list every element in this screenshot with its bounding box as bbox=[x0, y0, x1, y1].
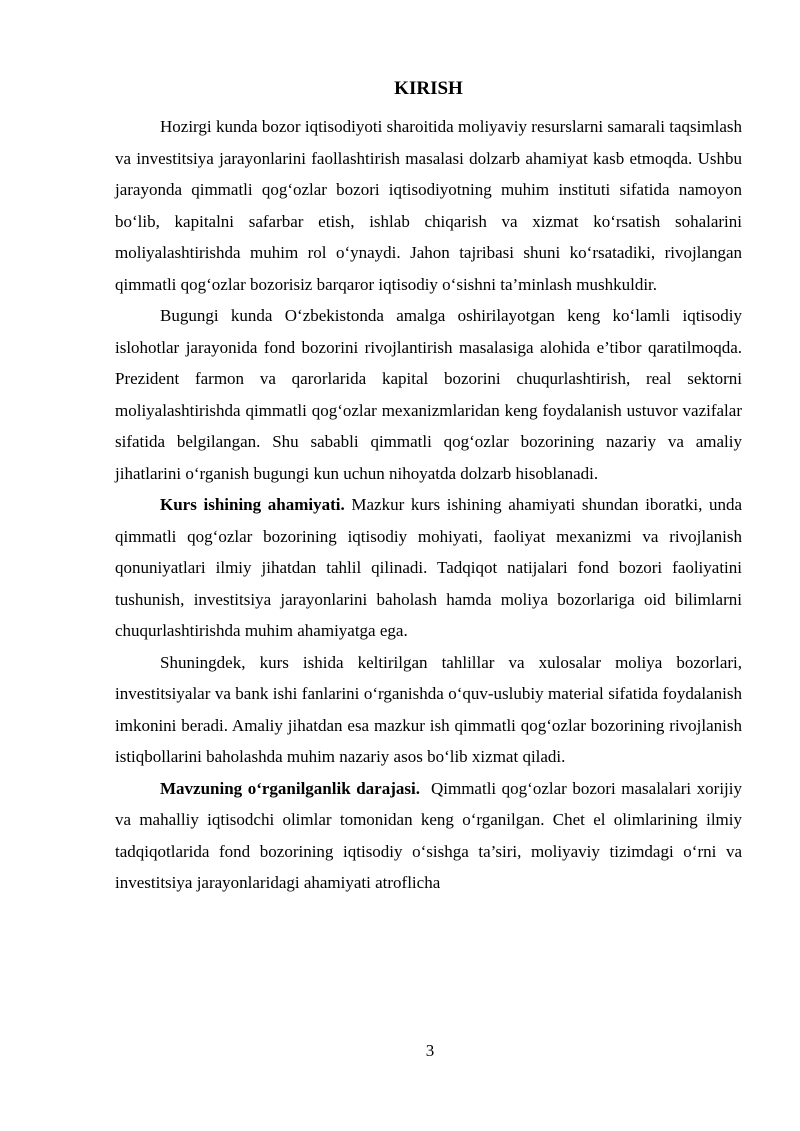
paragraph-1 bbox=[115, 111, 742, 300]
paragraph-1-text: Hozirgi kunda bozor iqtisodiyoti sharoitida moliyaviy resurslarni samarali taqsimlash va investitsiya jarayonlarini faollashtirish masalasi dolzarb ahamiyat kasb etmoqda. Ushbu jarayonda qimmatli qog‘ozlar bozori iqtisodiyotning muhim instituti sifatida namoyon bo‘lib, kapitalni safarbar etish, ishlab chiqarish va xizmat ko‘rsatish sohalarini moliyalashtirishda muhim rol o‘ynaydi. Jahon tajribasi shuni ko‘rsatadiki, rivojlangan qimmatli qog‘ozlar bozorisiz barqaror iqtisodiy o‘sishni ta’minlash mushkuldir. bbox=[115, 117, 742, 294]
paragraph-3-heading: Kurs ishining ahamiyati. bbox=[160, 495, 345, 514]
paragraph-2 bbox=[115, 300, 742, 489]
paragraph-4 bbox=[115, 647, 742, 773]
paragraph-3 bbox=[115, 489, 742, 647]
paragraph-5-text: Qimmatli qog‘ozlar bozori masalalari xorijiy va mahalliy iqtisodchi olimlar tomonidan keng o‘rganilgan. Chet el olimlarining ilmiy tadqiqotlarida fond bozorining iqtisodiy o‘sishga ta’siri, moliyaviy tizimdagi o‘rni va investitsiya jarayonlaridagi ahamiyati atroflicha bbox=[115, 778, 747, 892]
paragraph-5-heading: Mavzuning o‘rganilganlik darajasi. bbox=[160, 778, 420, 798]
paragraph-5 bbox=[115, 773, 747, 899]
paragraph-4-text: Shuningdek, kurs ishida keltirilgan tahlillar va xulosalar moliya bozorlari, investitsiyalar va bank ishi fanlarini o‘rganishda o‘quv-uslubiy material sifatida foydalanish imkonini beradi. Amaliy jihatdan esa mazkur ish qimmatli qog‘ozlar bozorining rivojlanish istiqbollarini baholashda muhim nazariy asos bo‘lib xizmat qiladi. bbox=[115, 652, 742, 766]
paragraph-3-text: Mazkur kurs ishining ahamiyati shundan iboratki, unda qimmatli qog‘ozlar bozorining iqtisodiy mohiyati, faoliyat mexanizmi va rivojlanish qonuniyatlari ilmiy jihatdan tahlil qilinadi. Tadqiqot natijalari fond bozori faoliyatini tushunish, investitsiya jarayonlarini baholash hamda moliya bozorlariga oid bilimlarni chuqurlashtirishda muhim ahamiyatga ega. bbox=[115, 495, 743, 640]
page-number: 3 bbox=[425, 1041, 435, 1060]
document-page bbox=[115, 78, 747, 899]
document-title: KIRISH bbox=[394, 78, 463, 99]
paragraph-2-text: Bugungi kunda O‘zbekistonda amalga oshirilayotgan keng ko‘lamli iqtisodiy islohotlar jarayonida fond bozorini rivojlantirish masalasiga alohida e’tibor qaratilmoqda. Prezident farmon va qarorlarida kapital bozorini chuqurlashtirish, real sektorni moliyalashtirishda qimmatli qog‘ozlar mexanizmlaridan keng foydalanish ustuvor vazifalar sifatida belgilangan. Shu sababli qimmatli qog‘ozlar bozorining nazariy va amaliy jihatlarini o‘rganish bugungi kun uchun nihoyatda dolzarb hisoblanadi. bbox=[115, 306, 742, 483]
